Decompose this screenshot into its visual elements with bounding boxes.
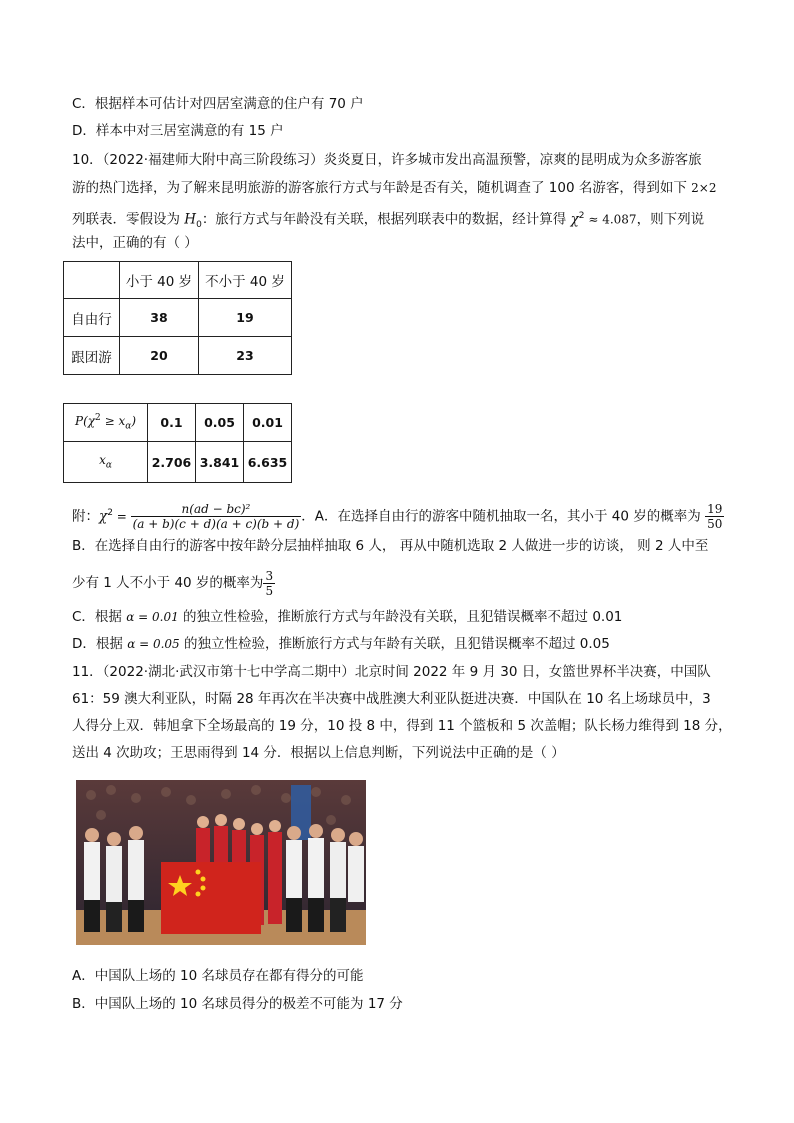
china-flag [161, 862, 261, 934]
critical-value-table [63, 403, 292, 483]
option-c-previous: C．根据样本可估计对四居室满意的住户有 70 户 [72, 96, 364, 112]
table-row: 小于 40 岁 不小于 40 岁 [64, 262, 292, 299]
q11-stem-line-2: 61：59 澳大利亚队，时隔 28 年再次在半决赛中战胜澳大利亚队挺进决赛．中国队在 10 名上场球员中，3 [72, 691, 711, 707]
option-b-line-2: 少有 1 人不小于 40 岁的概率为 $\frac{3}{5}$ [72, 568, 274, 598]
q11-option-b: B．中国队上场的 10 名球员得分的极差不可能为 17 分 [72, 996, 403, 1012]
q10-stem-line-1: 10．（2022·福建师大附中高三阶段练习）炎炎夏日，许多城市发出高温预警，凉爽的昆明成为众多游客旅 [72, 152, 702, 168]
option-d: D．根据 α = 0.05 的独立性检验，推断旅行方式与年龄有关联，且犯错误概率不超过 0.05 [72, 636, 610, 652]
q10-stem-line-2: 游的热门选择，为了解来昆明旅游的游客旅行方式与年龄是否有关，随机调查了 100 名游客，得到如下 2×2 [72, 180, 717, 196]
table-row: $x_\alpha$ 2.706 3.841 6.635 [64, 442, 292, 483]
formula-and-option-a: 附：$\chi^2$ = $\frac{\text{n(ad − bc)²}}{(a + b)(c + d)(a + c)(b + d)}$ ．A．在选择自由行的游客中随机抽取一名，其小于 40 岁的概率为 $\frac{19}{50}$ [72, 502, 723, 531]
table-size: 2×2 [691, 181, 717, 195]
chi-square-formula: $\frac{\text{n(ad − bc)²}}{(a + b)(c + d)(a + c)(b + d)}$ [132, 502, 300, 531]
q11-option-a: A．中国队上场的 10 名球员存在都有得分的可能 [72, 968, 364, 984]
option-d-previous: D．样本中对三居室满意的有 15 户 [72, 123, 284, 139]
option-b-line-1: B．在选择自由行的游客中按年龄分层抽样抽取 6 人， 再从中随机选取 2 人做进一步的访谈， 则 2 人中至 [72, 538, 709, 554]
q11-stem-line-1: 11．（2022·湖北·武汉市第十七中学高二期中）北京时间 2022 年 9 月 30 日，女篮世界杯半决赛，中国队 [72, 664, 711, 680]
fraction-19-50: $\frac{19}{50}$ [707, 502, 723, 531]
fraction-3-5: $\frac{3}{5}$ [265, 568, 274, 598]
photo-illustration [76, 780, 366, 945]
team-celebration-photo [76, 780, 366, 945]
q11-stem-line-3: 人得分上双．韩旭拿下全场最高的 19 分，10 投 8 中，得到 11 个篮板和 5 次盖帽；队长杨力维得到 18 分， [72, 718, 732, 734]
q10-stem-line-3: 列联表．零假设为 $H_0$：旅行方式与年龄没有关联，根据列联表中的数据，经计算得 $\chi^2 \approx 4.087$，则下列说 [72, 211, 705, 231]
q11-stem-line-4: 送出 4 次助攻；王思雨得到 14 分．根据以上信息判断，下列说法中正确的是（ ） [72, 745, 565, 761]
table-row: 自由行 38 19 [64, 299, 292, 337]
q10-stem-line-4: 法中，正确的有（ ） [72, 235, 198, 251]
table-row: $P(\chi^2 \ge x_\alpha)$ 0.1 0.05 0.01 [64, 404, 292, 442]
contingency-table [63, 261, 292, 375]
table-row: 跟团游 20 23 [64, 337, 292, 375]
option-c: C．根据 α = 0.01 的独立性检验，推断旅行方式与年龄没有关联，且犯错误概率不超过 0.01 [72, 609, 623, 625]
